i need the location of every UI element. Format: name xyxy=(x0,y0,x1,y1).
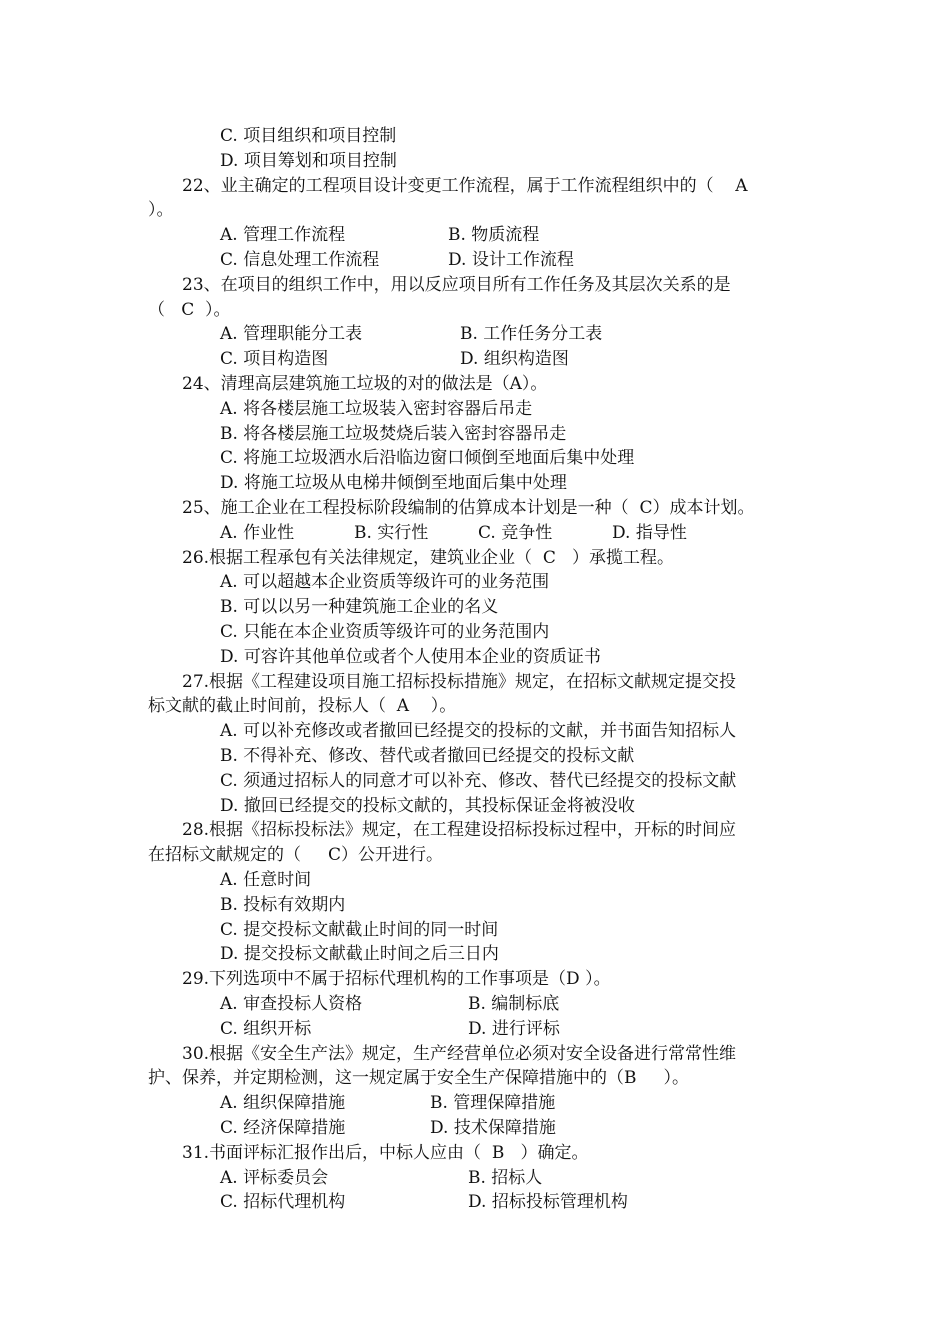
option-text: B. 工作任务分工表 xyxy=(460,324,603,345)
option-text: A. 管理工作流程 xyxy=(220,225,346,246)
question-text: 24、清理高层建筑施工垃圾的对的做法是（A）。 xyxy=(182,374,548,394)
question-text: 30.根据《安全生产法》规定，生产经营单位必须对安全设备进行常常性维 xyxy=(182,1043,737,1064)
option-text: C. 信息处理工作流程 xyxy=(220,250,380,270)
option-text: D. 组织构造图 xyxy=(460,349,569,370)
question-text: 29.下列选项中不属于招标代理机构的工作事项是（D ）。 xyxy=(182,969,611,990)
option-text: D. 将施工垃圾从电梯井倾倒至地面后集中处理 xyxy=(220,473,567,494)
option-text: B. 投标有效期内 xyxy=(220,894,346,915)
question-continuation: 在招标文献规定的（ C）公开进行。 xyxy=(148,845,444,866)
option-text: D. 设计工作流程 xyxy=(448,250,574,270)
option-text: C. 提交投标文献截止时间的同一时间 xyxy=(220,919,499,940)
question-text: 25、施工企业在工程投标阶段编制的估算成本计划是一种（ C）成本计划。 xyxy=(182,498,755,518)
option-text: B. 物质流程 xyxy=(448,225,540,246)
text-line xyxy=(0,1092,950,1117)
option-text: A. 组织保障措施 xyxy=(220,1093,346,1114)
option-text: A. 管理职能分工表 xyxy=(220,324,363,345)
option-text: B. 招标人 xyxy=(468,1167,543,1188)
question-text: 23、在项目的组织工作中，用以反应项目所有工作任务及其层次关系的是 xyxy=(182,274,731,295)
text-line xyxy=(0,224,950,249)
text-line xyxy=(0,249,950,274)
option-text: A. 作业性 xyxy=(220,522,295,543)
option-text: C. 项目构造图 xyxy=(220,349,329,370)
option-text: D. 可容许其他单位或者个人使用本企业的资质证书 xyxy=(220,646,601,667)
question-continuation: 标文献的截止时间前，投标人（ A ）。 xyxy=(148,696,457,717)
question-text: 31.书面评标汇报作出后，中标人应由（ B ）确定。 xyxy=(182,1142,589,1163)
option-text: B. 可以以另一种建筑施工企业的名义 xyxy=(220,597,499,618)
option-text: D. 提交投标文献截止时间之后三日内 xyxy=(220,944,499,965)
question-continuation: （ C ）。 xyxy=(148,299,231,320)
text-line xyxy=(0,1117,950,1142)
option-text: B. 实行性 xyxy=(354,522,429,543)
option-text: D. 技术保障措施 xyxy=(430,1118,556,1138)
text-line xyxy=(0,522,950,547)
option-text: D. 招标投标管理机构 xyxy=(468,1192,628,1213)
text-line xyxy=(0,1018,950,1043)
option-text: B. 将各楼层施工垃圾焚烧后装入密封容器吊走 xyxy=(220,423,567,444)
option-text: D. 指导性 xyxy=(612,522,687,543)
option-text: D. 项目筹划和项目控制 xyxy=(220,150,397,171)
option-text: D. 进行评标 xyxy=(468,1018,560,1039)
option-text: A. 评标委员会 xyxy=(220,1167,329,1188)
option-text: C. 经济保障措施 xyxy=(220,1118,346,1138)
option-text: C. 招标代理机构 xyxy=(220,1192,346,1213)
text-line xyxy=(0,993,950,1018)
text-line xyxy=(0,1191,950,1216)
option-text: A. 将各楼层施工垃圾装入密封容器后吊走 xyxy=(220,398,533,419)
question-text: 22、业主确定的工程项目设计变更工作流程，属于工作流程组织中的（ A xyxy=(182,175,748,196)
option-text: C. 将施工垃圾洒水后沿临边窗口倾倒至地面后集中处理 xyxy=(220,448,635,469)
option-text: C. 项目组织和项目控制 xyxy=(220,126,397,146)
option-text: C. 须通过招标人的同意才可以补充、修改、替代已经提交的投标文献 xyxy=(220,770,737,791)
text-line xyxy=(0,1167,950,1192)
option-text: C. 只能在本企业资质等级许可的业务范围内 xyxy=(220,622,550,642)
option-text: A. 可以超越本企业资质等级许可的业务范围 xyxy=(220,572,550,593)
question-text: 27.根据《工程建设项目施工招标投标措施》规定，在招标文献规定提交投 xyxy=(182,671,737,692)
option-text: B. 管理保障措施 xyxy=(430,1093,556,1114)
question-text: 28.根据《招标投标法》规定，在工程建设招标投标过程中，开标的时间应 xyxy=(182,820,737,841)
text-line xyxy=(0,323,950,348)
question-continuation: 护、保养，并定期检测，这一规定属于安全生产保障措施中的（B ）。 xyxy=(148,1068,690,1089)
option-text: B. 不得补充、修改、替代或者撤回已经提交的投标文献 xyxy=(220,746,635,766)
question-text: 26.根据工程承包有关法律规定，建筑业企业（ C ）承揽工程。 xyxy=(182,547,675,568)
question-continuation: ）。 xyxy=(148,200,174,221)
option-text: B. 编制标底 xyxy=(468,994,560,1014)
option-text: C. 组织开标 xyxy=(220,1018,312,1039)
text-line xyxy=(0,348,950,373)
option-text: C. 竞争性 xyxy=(478,522,553,543)
option-text: D. 撤回已经提交的投标文献的，其投标保证金将被没收 xyxy=(220,795,635,816)
option-text: A. 可以补充修改或者撤回已经提交的投标的文献，并书面告知招标人 xyxy=(220,721,737,742)
option-text: A. 任意时间 xyxy=(220,870,312,890)
option-text: A. 审查投标人资格 xyxy=(220,994,363,1014)
